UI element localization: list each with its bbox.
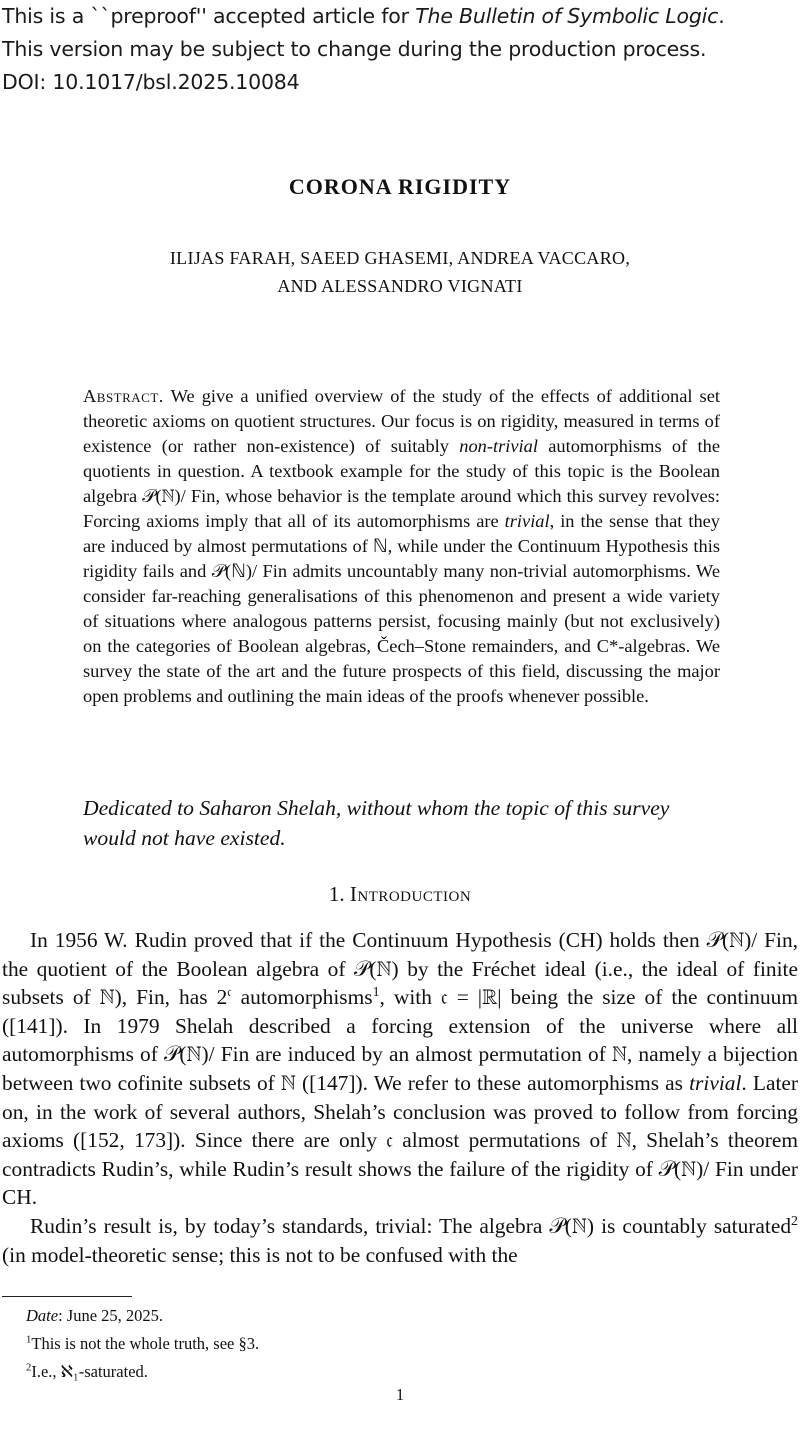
dedication: Dedicated to Saharon Shelah, without whom the topic of this survey would not have existed.	[83, 796, 670, 850]
footnotes	[26, 1302, 786, 1386]
footnote-date: Date: June 25, 2025.	[26, 1306, 164, 1325]
footnote-1: $^1$This is not the whole truth, see §3.	[26, 1333, 260, 1353]
preproof-line-1: This is a ``preproof'' accepted article for The Bulletin of Symbolic Logic.	[2, 4, 725, 28]
authors-line-2: AND ALESSANDRO VIGNATI	[277, 276, 523, 296]
footnote-ref-1[interactable]: 1	[372, 985, 380, 1001]
paper-title: CORONA RIGIDITY	[288, 174, 512, 199]
body-text	[2, 926, 798, 1269]
section-number: 1.	[328, 882, 345, 906]
paragraph: Rudin’s result is, by today’s standards, trivial: The algebra 𝒫(ℕ) is countably saturated$^2$ (in model-theoretic sense; this is not to be confused with the	[2, 1213, 798, 1267]
section-heading	[0, 882, 800, 907]
preproof-notice	[2, 0, 798, 99]
footnote-rule	[2, 1296, 132, 1297]
footnote-ref-2[interactable]: 2	[791, 1213, 798, 1229]
paragraph: In 1956 W. Rudin proved that if the Continuum Hypothesis (CH) holds then 𝒫(ℕ)/ Fin, the quotient of the Boolean algebra of 𝒫(ℕ) by the Fréchet ideal (i.e., the ideal of finite subsets of ℕ), Fin, has $2^𝔠$ automorphisms$^1$, with 𝔠 = |ℝ| being the size of the continuum ([141]). In 1979 Shelah described a forcing extension of the universe where all automorphisms of 𝒫(ℕ)/ Fin are induced by an almost permutation of ℕ, namely a bijection between two cofinite subsets of ℕ ([147]). We refer to these automorphisms as trivial. Later on, in the work of several authors, Shelah’s conclusion was proved to follow from forcing axioms ([152, 173]). Since there are only 𝔠 almost permutations of ℕ, Shelah’s theorem contradicts Rudin’s, while Rudin’s result shows the failure of the rigidity of 𝒫(ℕ)/ Fin under CH.	[2, 928, 798, 1210]
abstract: Abstract. We give a unified overview of the study of the effects of additional set theoretic axioms on quotient structures. Our focus is on rigidity, measured in terms of existence (or rather non-existence) of suitably non-trivial automorphisms of the quotients in question. A textbook example for the study of this topic is the Boolean algebra 𝒫(ℕ)/ Fin, whose behavior is the template around which this survey revolves: Forcing axioms imply that all of its automorphisms are trivial, in the sense that they are induced by almost permutations of ℕ, while under the Continuum Hypothesis this rigidity fails and 𝒫(ℕ)/ Fin admits uncountably many non-trivial automorphisms. We consider far-reaching generalisations of this phenomenon and present a wide variety of situations where analogous patterns persist, focusing mainly (but not exclusively) on the categories of Boolean algebras, Čech–Stone remainders, and C*-algebras. We survey the state of the art and the future prospects of this field, discussing the major open problems and outlining the main ideas of the proofs whenever possible.	[83, 386, 720, 706]
journal-name: The Bulletin of Symbolic Logic	[415, 4, 719, 28]
abstract-label: Abstract.	[83, 386, 164, 406]
authors-line-1: ILIJAS FARAH, SAEED GHASEMI, ANDREA VACCARO,	[169, 248, 631, 268]
doi[interactable]: DOI: 10.1017/bsl.2025.10084	[2, 70, 300, 94]
preproof-line-2: This version may be subject to change during the production process.	[2, 37, 707, 61]
section-title: Introduction	[349, 882, 472, 906]
footnote-2: $^2$I.e., ℵ₁-saturated.	[26, 1361, 148, 1381]
authors	[0, 244, 800, 300]
page-number: 1	[395, 1385, 405, 1404]
